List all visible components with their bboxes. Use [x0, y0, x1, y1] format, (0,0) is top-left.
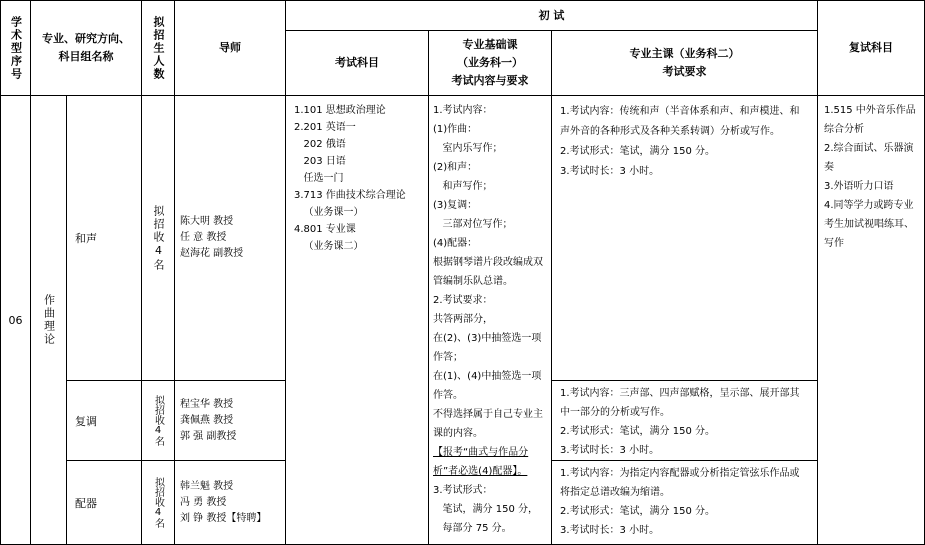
quota-harmony: [141, 95, 175, 381]
exam-subject-line: 2.201 英语一: [294, 122, 356, 133]
header-exam-subjects: [285, 30, 429, 96]
tutor-name: 刘 铮 教授【特聘】: [180, 512, 267, 524]
basic-course-line: 三部对位写作；: [433, 219, 513, 230]
main-subject-line: 1.考试内容：传统和声（半音体系和声、和声模进、和声外音的各种形式及各种关系转调）分析或写作。: [560, 106, 800, 137]
header-retest: [817, 0, 925, 96]
header-basic-course: [428, 30, 552, 96]
basic-course-line: 不得选择属于自己专业主课的内容。: [433, 409, 543, 439]
main-subject-line: 3.考试时长：3 小时。: [560, 166, 660, 177]
exam-subject-line: 3.713 作曲技术综合理论: [294, 190, 406, 201]
main-subject-harmony: [551, 95, 818, 381]
retest-line: 1.515 中外音乐作品综合分析: [824, 105, 916, 135]
header-tutor: [174, 0, 286, 96]
tutor-name: 赵海花 副教授: [180, 248, 244, 259]
main-subject-line: 2.考试形式：笔试，满分 150 分。: [560, 146, 715, 157]
header-quota-text: 拟招生人数: [152, 15, 165, 81]
exam-subject-line: 202 俄语: [294, 139, 346, 150]
retest-line: 4.同等学力或跨专业考生加试视唱练耳、写作: [824, 200, 914, 249]
header-exam-subjects-text: 考试科目: [335, 56, 379, 69]
row-index-text: 06: [8, 313, 23, 327]
tutor-name: 冯 勇 教授: [180, 496, 227, 508]
header-preliminary-text: 初 试: [538, 8, 565, 22]
header-main-line1: 专业主课（业务科二）: [629, 47, 740, 60]
basic-course-line: 在(1)、(4)中抽签选一项作答。: [433, 371, 542, 401]
header-major-text: 专业、研究方向、科目组名称: [42, 32, 130, 63]
main-subject-orchestration: [551, 460, 818, 545]
header-quota: [141, 0, 175, 96]
basic-course-line: (1)作曲：: [433, 124, 478, 135]
basic-course-line: 室内乐写作；: [433, 143, 503, 154]
direction-harmony-name: 和声: [75, 232, 97, 245]
direction-counterpoint-name: 复调: [75, 414, 97, 428]
basic-course-line-underlined: 【报考“曲式与作品分析”者必选(4)配器】。: [433, 447, 529, 477]
header-basic-line3: 考试内容与要求: [451, 74, 529, 87]
tutor-name: 郭 强 副教授: [180, 430, 237, 442]
quota-orchestration: [141, 460, 175, 545]
basic-course-line: (2)和声：: [433, 162, 478, 173]
basic-course-line: 每部分 75 分。: [433, 523, 512, 534]
quota-counterpoint: [141, 380, 175, 461]
exam-subject-line: 任选一门: [294, 173, 344, 184]
direction-counterpoint: [66, 380, 142, 461]
tutor-name: 韩兰魁 教授: [180, 480, 234, 492]
header-tutor-text: 导师: [219, 41, 241, 54]
basic-course-line: (4)配器：: [433, 238, 478, 249]
quota-harmony-text: 拟招收4名: [152, 204, 165, 272]
basic-course-line: 2.考试要求：: [433, 295, 493, 306]
header-basic-line2: （业务科一）: [457, 56, 523, 69]
basic-course-line: 3.考试形式：: [433, 485, 493, 496]
header-preliminary: [285, 0, 818, 31]
header-main-course: [551, 30, 818, 96]
exam-subject-line: （业务课一）: [294, 207, 364, 218]
tutors-harmony: [174, 95, 286, 381]
main-subject-counterpoint: [551, 380, 818, 461]
basic-course-line: 共答两部分，: [433, 314, 493, 325]
main-subject-line: 3.考试时长：3 小时。: [560, 445, 660, 456]
main-subject-line: 1.考试内容：三声部、四声部赋格，呈示部、展开部其中一部分的分析或写作。: [560, 388, 800, 418]
basic-course-line: 1.考试内容：: [433, 105, 493, 116]
header-major: [30, 0, 142, 96]
major-name: [30, 95, 67, 545]
retest-subjects: [817, 95, 925, 545]
tutor-name: 程宝华 教授: [180, 398, 234, 410]
tutor-name: 龚佩燕 教授: [180, 414, 234, 426]
basic-course-line: 和声写作；: [433, 181, 493, 192]
retest-line: 3.外语听力口语: [824, 181, 894, 192]
header-index-text: 学术型序号: [9, 15, 23, 81]
header-main-line2: 考试要求: [662, 65, 707, 78]
header-basic-line1: 专业基础课: [462, 38, 518, 51]
tutors-orchestration: [174, 460, 286, 545]
direction-orchestration: [66, 460, 142, 545]
exam-subject-line: 1.101 思想政治理论: [294, 105, 386, 116]
basic-course: [428, 95, 552, 545]
tutor-name: 陈大明 教授: [180, 216, 234, 227]
tutors-counterpoint: [174, 380, 286, 461]
header-index: [0, 0, 31, 96]
basic-course-line: (3)复调：: [433, 200, 478, 211]
direction-harmony: [66, 95, 142, 381]
direction-orchestration-name: 配器: [75, 496, 97, 510]
exam-subject-line: 203 日语: [294, 156, 346, 167]
exam-subject-line: （业务课二）: [294, 241, 364, 252]
basic-course-line: 在(2)、(3)中抽签选一项作答；: [433, 333, 542, 363]
retest-line: 2.综合面试、乐器演奏: [824, 143, 914, 173]
main-subject-line: 3.考试时长：3 小时。: [560, 525, 660, 536]
quota-orchestration-text: 拟招收4名: [152, 477, 164, 528]
header-retest-text: 复试科目: [849, 41, 893, 54]
quota-counterpoint-text: 拟招收4名: [152, 395, 164, 446]
main-subject-line: 2.考试形式：笔试，满分 150 分。: [560, 506, 715, 517]
major-name-text: 作曲理论: [42, 294, 56, 346]
main-subject-line: 1.考试内容：为指定内容配器或分析指定管弦乐作品或将指定总谱改编为缩谱。: [560, 468, 800, 498]
exam-subjects: [285, 95, 429, 545]
basic-course-line: 根据钢琴谱片段改编成双管编制乐队总谱。: [433, 257, 543, 287]
tutor-name: 任 意 教授: [180, 232, 227, 243]
exam-subject-line: 4.801 专业课: [294, 224, 356, 235]
main-subject-line: 2.考试形式：笔试，满分 150 分。: [560, 426, 715, 437]
row-index: [0, 95, 31, 545]
basic-course-line: 笔试，满分 150 分，: [433, 504, 538, 515]
